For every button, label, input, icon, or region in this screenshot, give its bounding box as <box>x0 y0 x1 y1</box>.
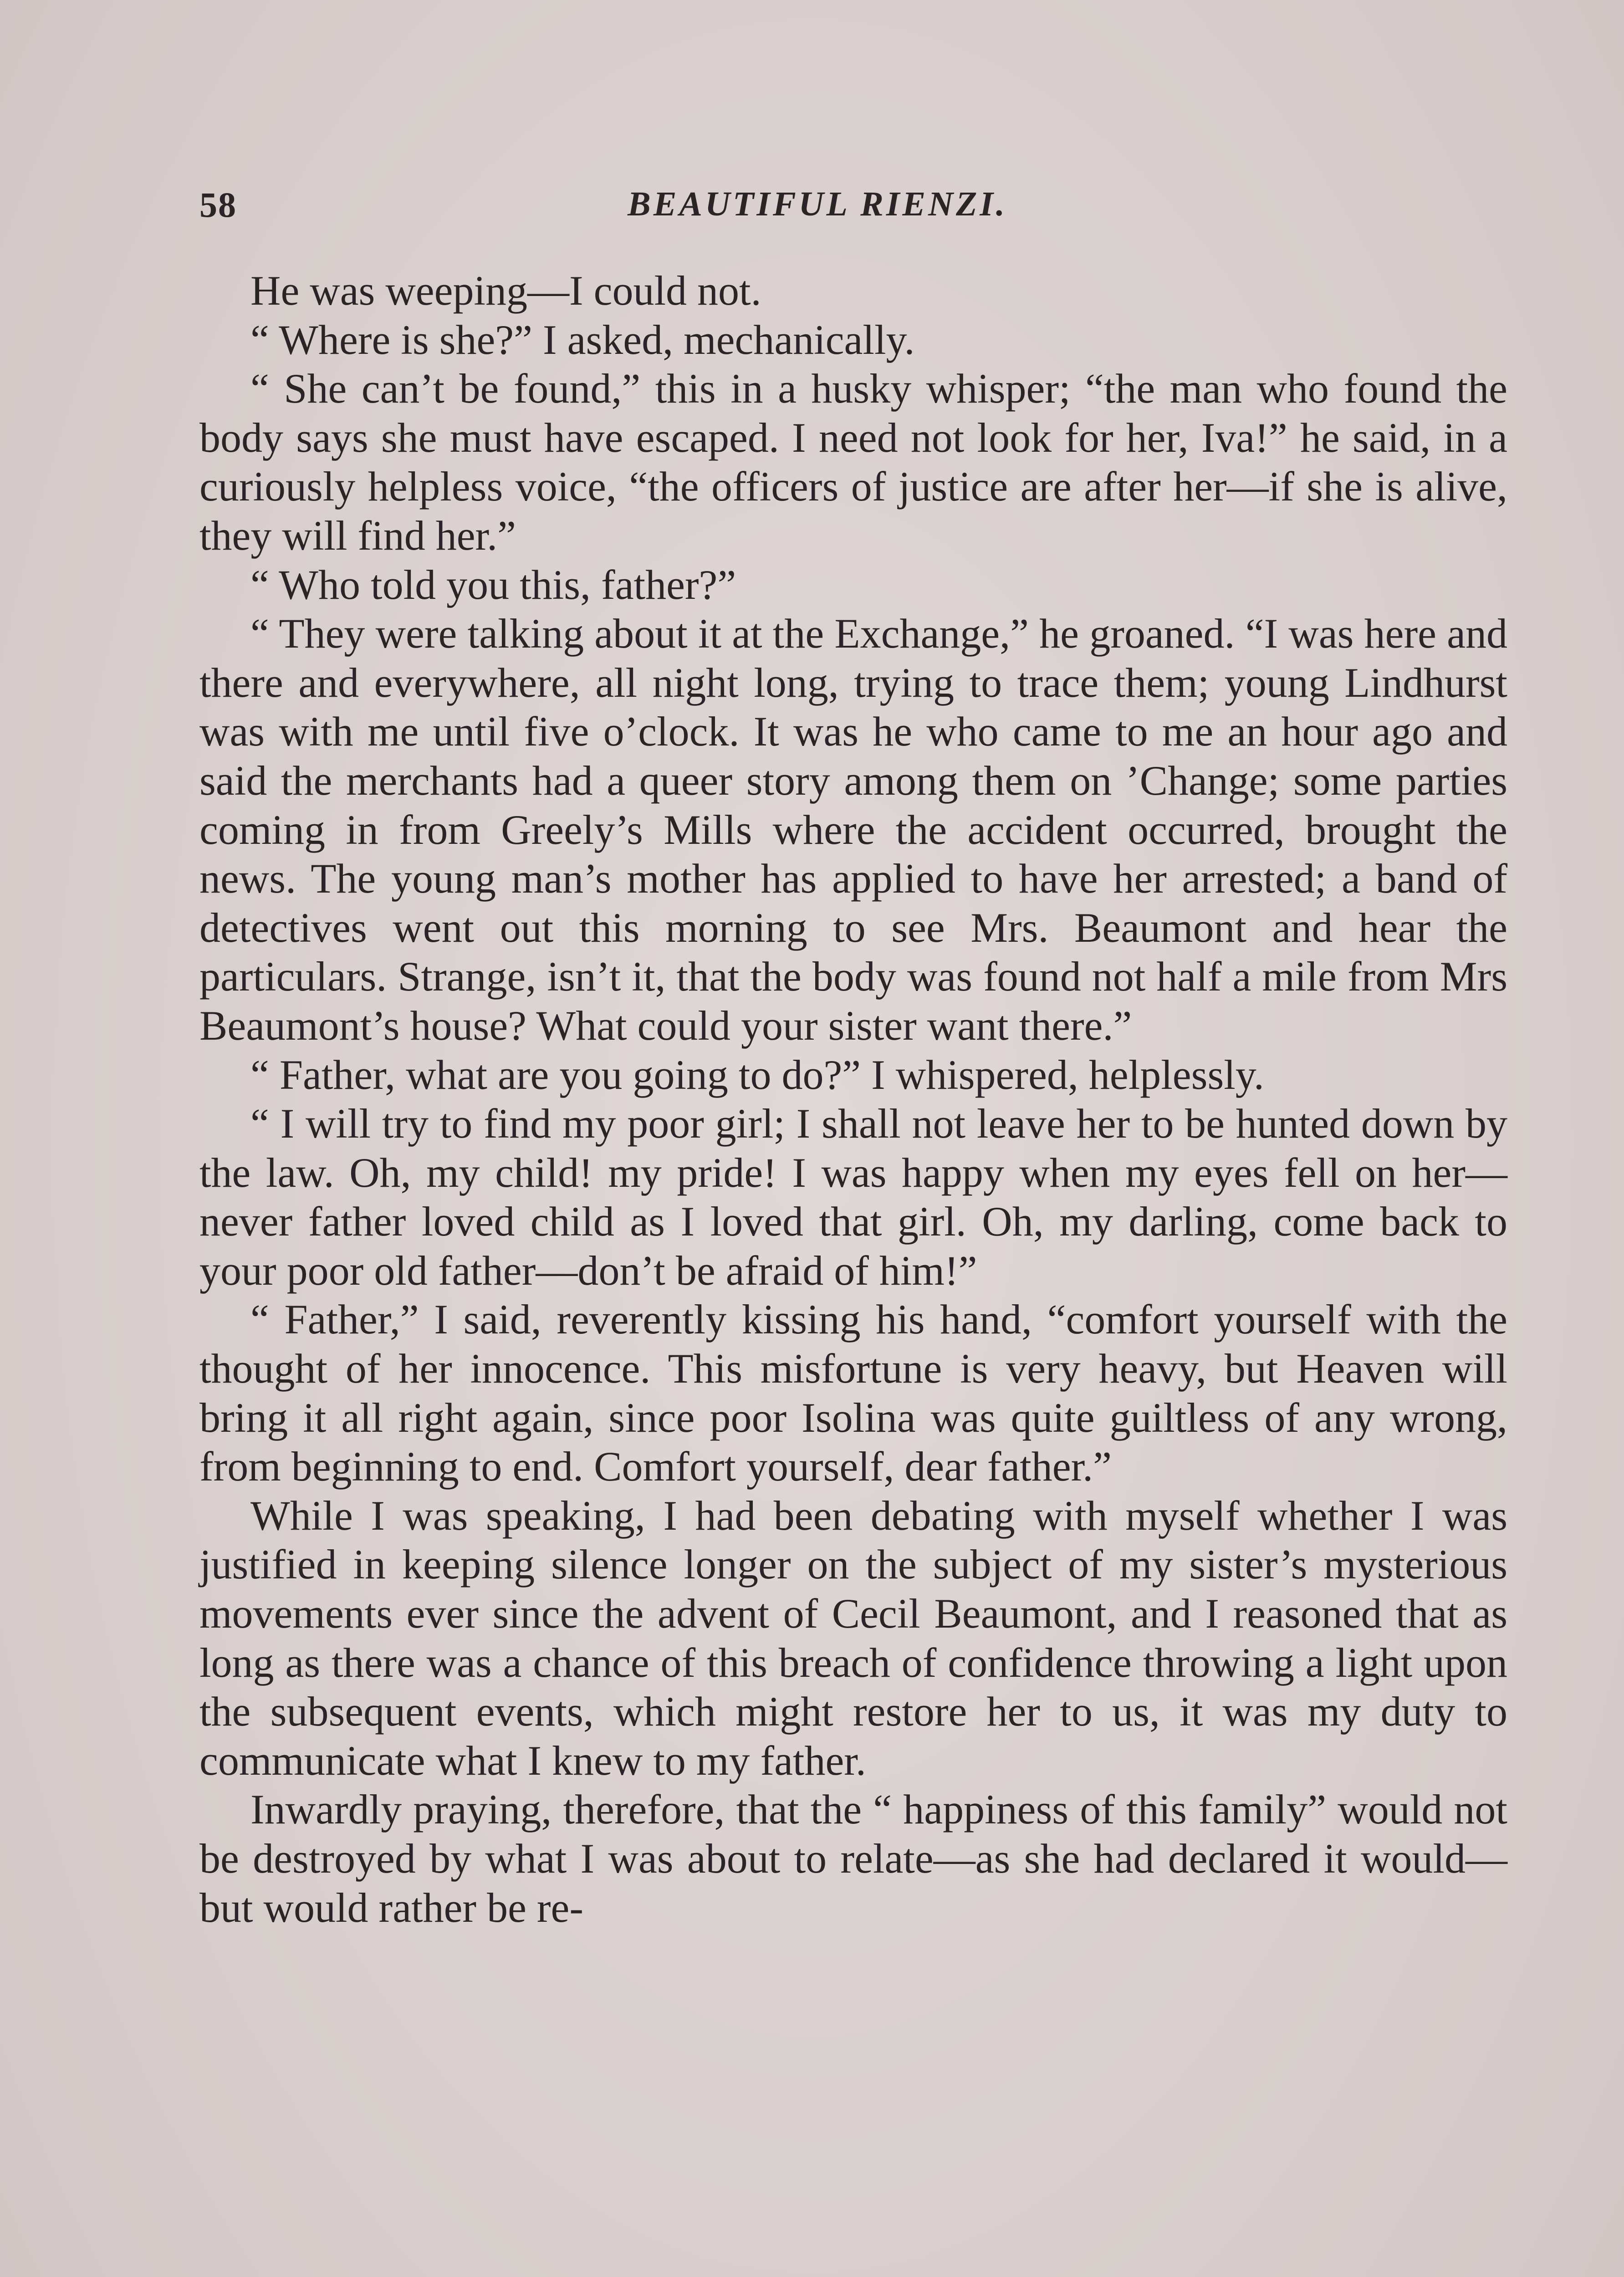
page-header <box>199 184 1502 239</box>
paragraph: “ Father,” I said, reverently kissing his hand, “comfort yourself with the thought of her innocence. This misfortune is very heavy, but Heaven will bring it all right again, since poor Isolina was quite guiltless of any wrong, from beginning to end. Comfort yourself, dear father.” <box>199 1296 1507 1490</box>
paragraph: “ Father, what are you going to do?” I whispered, helplessly. <box>250 1051 1264 1098</box>
running-title: BEAUTIFUL RIENZI. <box>628 185 1007 223</box>
paragraph: Inwardly praying, therefore, that the “ happiness of this family” would not be destroyed by what I was about to relate—as she had declared it would—but would rather be re- <box>199 1786 1507 1931</box>
paragraph: “ She can’t be found,” this in a husky whisper; “the man who found the body says she must have escaped. I need not look for her, Iva!” he said, in a curiously helpless voice, “the officers of justice are after her—if she is alive, they will find her.” <box>199 365 1507 559</box>
paragraph: “ Who told you this, father?” <box>250 561 736 608</box>
paragraph: “ They were talking about it at the Exchange,” he groaned. “I was here and there and everywhere, all night long, trying to trace them; young Lindhurst was with me until five o’clock. It was he who came to me an hour ago and said the merchants had a queer story among them on ’Change; some parties coming in from Greely’s Mills where the accident occurred, brought the news. The young man’s mother has applied to have her arrested; a band of detectives went out this morning to see Mrs. Beaumont and hear the particulars. Strange, isn’t it, that the body was found not half a mile from Mrs Beaumont’s house? What could your sister want there.” <box>199 610 1507 1049</box>
page-number: 58 <box>199 185 237 225</box>
paragraph: “ Where is she?” I asked, mechanically. <box>250 316 915 363</box>
body-text <box>199 266 1507 1932</box>
paragraph: “ I will try to find my poor girl; I shall not leave her to be hunted down by the law. Oh, my child! my pride! I was happy when my eyes fell on her—never father loved child as I loved that girl. Oh, my darling, come back to your poor old father—don’t be afraid of him!” <box>199 1100 1507 1294</box>
paragraph: While I was speaking, I had been debating with myself whether I was justified in keeping silence longer on the subject of my sister’s mysterious movements ever since the advent of Cecil Beaumont, and I reasoned that as long as there was a chance of this breach of confidence throwing a light upon the subsequent events, which might restore her to us, it was my duty to communicate what I knew to my father. <box>199 1492 1507 1784</box>
paragraph: He was weeping—I could not. <box>250 267 761 314</box>
